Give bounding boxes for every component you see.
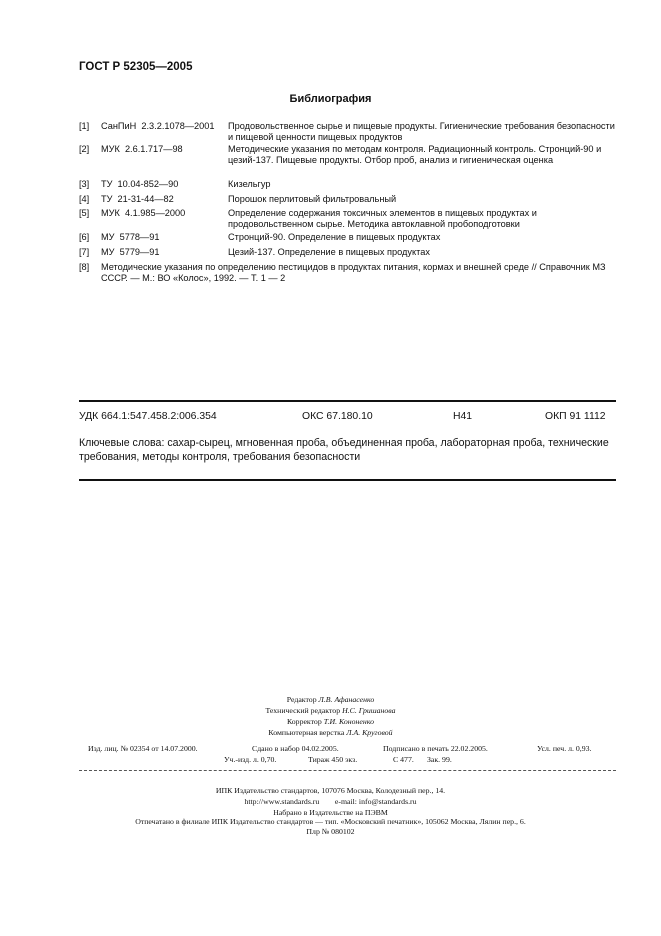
bib-item-title: Методические указания по определению пестицидов в продуктах питания, кормах и внешней среде // Справочник МЗ СССР. — М.: ВО «Колос», 1992. — Т. 1 — 2 [101, 262, 606, 283]
bib-item-code: ТУ 21-31-44—82 [101, 194, 174, 204]
website-link[interactable]: http://www.standards.ru [244, 797, 320, 806]
bib-item [79, 247, 619, 258]
group-code: Н41 [453, 411, 473, 422]
credit-proofreader [0, 716, 661, 727]
credit-name: Л.В. Афанасенко [318, 695, 375, 704]
okp-code: ОКП 91 1112 [545, 411, 606, 422]
typeset-note: Набрано в Издательстве на ПЭВМ [273, 808, 388, 817]
bib-item-num: [5] [79, 208, 90, 218]
bib-item [79, 232, 619, 243]
bib-item-num: [8] [79, 262, 90, 272]
bib-item-title: Кизельгур [228, 179, 271, 189]
bibliography-title: Библиография [289, 93, 372, 105]
oks-code: ОКС 67.180.10 [302, 411, 373, 422]
bib-item-code: МУК 2.6.1.717—98 [101, 144, 183, 154]
license-number: Плр № 080102 [306, 827, 355, 836]
bib-item-title: Порошок перлитовый фильтровальный [228, 194, 397, 204]
keywords: Ключевые слова: сахар-сырец, мгновенная проба, объединенная проба, лабораторная проба, технические требования, методы контроля, требования безопасности [79, 437, 609, 463]
bib-item-num: [7] [79, 247, 90, 257]
bib-item-code: СанПиН 2.3.2.1078—2001 [101, 121, 215, 131]
order-c: С 477. [393, 755, 414, 764]
credit-layout [0, 727, 661, 738]
bib-item-num: [1] [79, 121, 90, 131]
standard-code: ГОСТ Р 52305—2005 [79, 61, 193, 73]
pub-sheets: Уч.-изд. л. 0,70. [224, 755, 277, 764]
bib-item-code: МУ 5779—91 [101, 247, 160, 257]
bib-item [79, 179, 619, 190]
bib-item-num: [2] [79, 144, 90, 154]
bib-item-code: ТУ 10.04-852—90 [101, 179, 179, 189]
credit-role: Корректор [286, 717, 322, 726]
bib-item-title: Определение содержания токсичных элементов в пищевых продуктах и продовольственном сырье. Методика автоклавной пробоподготовки [228, 208, 537, 229]
credit-name: Л.А. Круговой [346, 728, 393, 737]
bib-item [79, 262, 619, 284]
credit-role: Редактор [286, 695, 317, 704]
printing-note: Отпечатано в филиале ИПК Издательство стандартов — тип. «Московский печатник», 105062 Москва, Лялин пер., 6. [135, 817, 526, 826]
credit-role: Технический редактор [265, 706, 341, 715]
udc-code: УДК 664.1:547.458.2:006.354 [79, 411, 217, 422]
publisher-contacts [0, 796, 661, 807]
footer-divider [79, 770, 616, 771]
email-link[interactable]: e-mail: info@standards.ru [334, 797, 417, 806]
license-info: Изд. лиц. № 02354 от 14.07.2000. [88, 744, 198, 753]
credit-tech-editor [0, 705, 661, 716]
bib-item [79, 121, 619, 143]
classification-line [79, 411, 616, 425]
bib-item-num: [3] [79, 179, 90, 189]
bib-item-title: Стронций-90. Определение в пищевых продуктах [228, 232, 441, 242]
print-sheets: Усл. печ. л. 0,93. [537, 744, 592, 753]
order-number: Зак. 99. [427, 755, 452, 764]
typeset-date: Сдано в набор 04.02.2005. [252, 744, 339, 753]
bib-item-code: МУК 4.1.985—2000 [101, 208, 186, 218]
bib-item-num: [6] [79, 232, 90, 242]
publisher-address: ИПК Издательство стандартов, 107076 Москва, Колодезный пер., 14. [215, 786, 446, 795]
bib-item [79, 194, 619, 205]
bib-item-title: Продовольственное сырье и пищевые продукты. Гигиенические требования безопасности и пищевой ценности пищевых продуктов [228, 121, 615, 142]
bib-item [79, 144, 619, 166]
top-divider [79, 400, 616, 402]
bib-item [79, 208, 619, 230]
credit-editor [0, 694, 661, 705]
signed-date: Подписано в печать 22.02.2005. [383, 744, 488, 753]
bib-item-num: [4] [79, 194, 90, 204]
bottom-divider [79, 479, 616, 481]
bib-item-title: Цезий-137. Определение в пищевых продуктах [228, 247, 430, 257]
credit-role: Компьютерная верстка [268, 728, 345, 737]
bib-item-code: МУ 5778—91 [101, 232, 160, 242]
bib-item-title: Методические указания по методам контроля. Радиационный контроль. Стронций-90 и цезий-137. Пищевые продукты. Отбор проб, анализ и гигиеническая оценка [228, 144, 602, 165]
credit-name: Н.С. Гришанова [342, 706, 396, 715]
credit-name: Т.И. Кононенко [323, 717, 375, 726]
print-run: Тираж 450 экз. [308, 755, 358, 764]
